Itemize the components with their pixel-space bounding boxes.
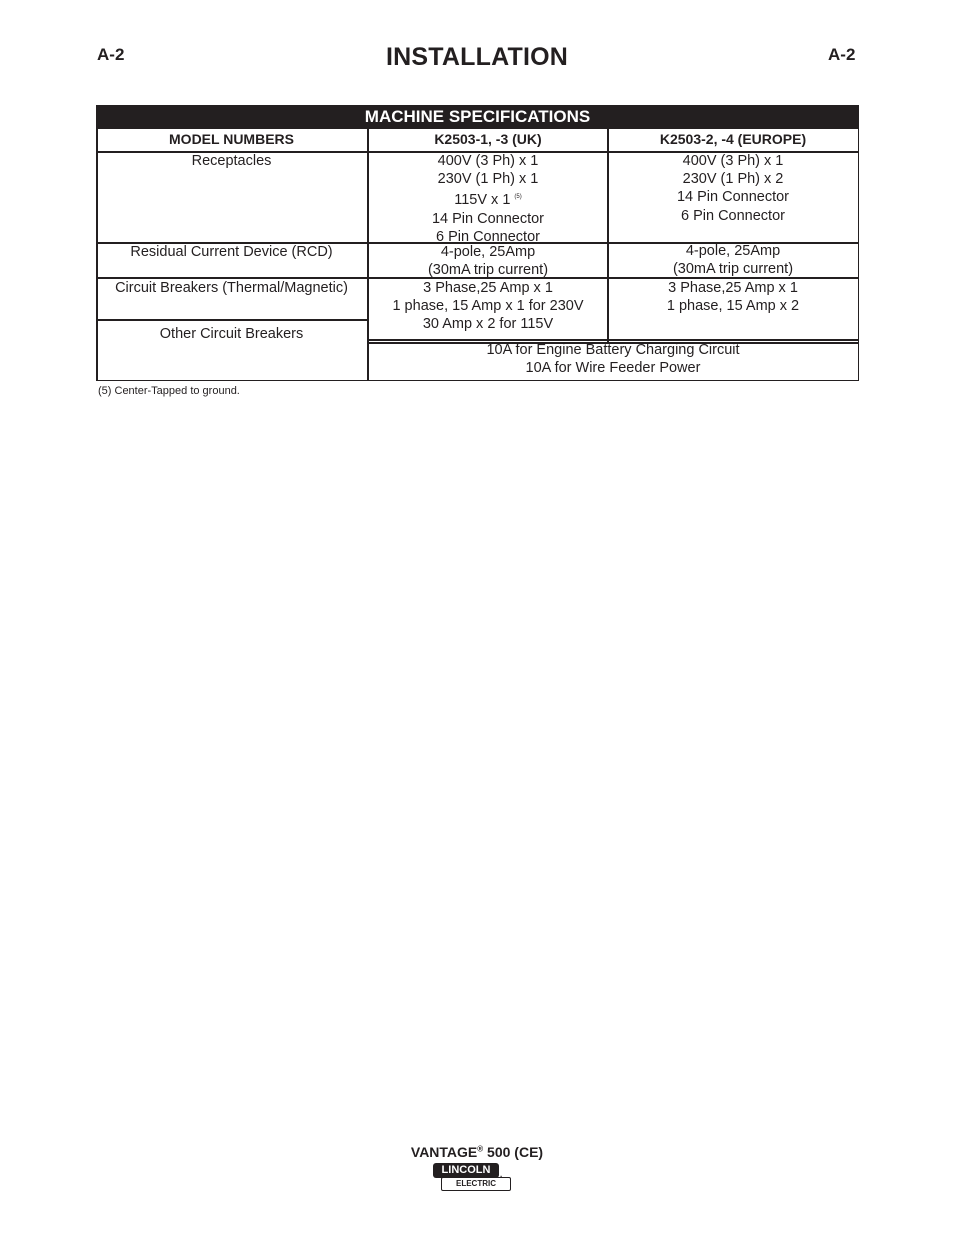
list-item: 10A for Wire Feeder Power (525, 360, 701, 377)
list-item: 3 Phase,25 Amp x 1 (423, 280, 553, 296)
circuit-breakers-europe (608, 279, 858, 315)
page-number-left: A-2 (97, 45, 125, 64)
other-circuit-breakers-shared (368, 341, 858, 377)
column-header-uk: K2503-1, -3 (UK) (434, 131, 542, 147)
row-label-rcd: Residual Current Device (RCD) (130, 244, 333, 260)
logo-dot: . (500, 1170, 503, 1179)
footnote: (5) Center-Tapped to ground. (98, 385, 240, 397)
list-item: 14 Pin Connector (676, 189, 790, 206)
row-label-circuit-breakers: Circuit Breakers (Thermal/Magnetic) (115, 280, 348, 296)
list-item: 10A for Engine Battery Charging Circuit (486, 342, 740, 358)
list-item: 6 Pin Connector (681, 207, 785, 224)
logo-bottom-text: ELECTRIC (441, 1177, 511, 1191)
row-label-other-circuit-breakers: Other Circuit Breakers (159, 326, 304, 342)
list-item: 230V (1 Ph) x 2 (682, 171, 784, 188)
list-item: 400V (3 Ph) x 1 (682, 153, 784, 169)
list-item: 14 Pin Connector (431, 210, 545, 227)
row-divider-3 (96, 319, 368, 321)
list-item: 400V (3 Ph) x 1 (437, 153, 539, 169)
list-item: 4-pole, 25Amp (685, 243, 781, 259)
list-item: (30mA trip current) (672, 261, 794, 278)
table-header: MACHINE SPECIFICATIONS (96, 105, 859, 129)
list-item: 30 Amp x 2 for 115V (422, 316, 554, 333)
receptacles-uk (368, 152, 608, 246)
registered-mark: ® (477, 1144, 484, 1154)
list-item: 3 Phase,25 Amp x 1 (668, 280, 798, 296)
rcd-uk (368, 243, 608, 279)
rcd-europe (608, 242, 858, 278)
table-border-bottom (96, 380, 859, 382)
product-name: VANTAGE® 500 (CE) (410, 1144, 544, 1160)
receptacles-europe (608, 152, 858, 225)
list-item: 1 phase, 15 Amp x 2 (666, 298, 800, 315)
list-item: 1 phase, 15 Amp x 1 for 230V (392, 298, 584, 315)
machine-specifications-table (96, 105, 859, 381)
lincoln-electric-logo (433, 1163, 511, 1191)
footnote-marker: (5) (514, 194, 522, 201)
circuit-breakers-uk (368, 279, 608, 334)
column-header-europe: K2503-2, -4 (EUROPE) (659, 131, 807, 147)
page-title: INSTALLATION (385, 43, 568, 71)
logo-top-text: LINCOLN (433, 1163, 499, 1178)
page-number-right: A-2 (828, 45, 856, 64)
list-item: 115V x 1 $^{(5)}$ (454, 192, 522, 209)
row-label-receptacles: Receptacles (191, 153, 272, 169)
column-header-model-numbers: MODEL NUMBERS (169, 131, 294, 147)
list-item: 230V (1 Ph) x 1 (437, 171, 539, 188)
list-item: 4-pole, 25Amp (440, 244, 536, 260)
list-item: (30mA trip current) (427, 262, 549, 279)
list-item: 6 Pin Connector (436, 228, 540, 245)
